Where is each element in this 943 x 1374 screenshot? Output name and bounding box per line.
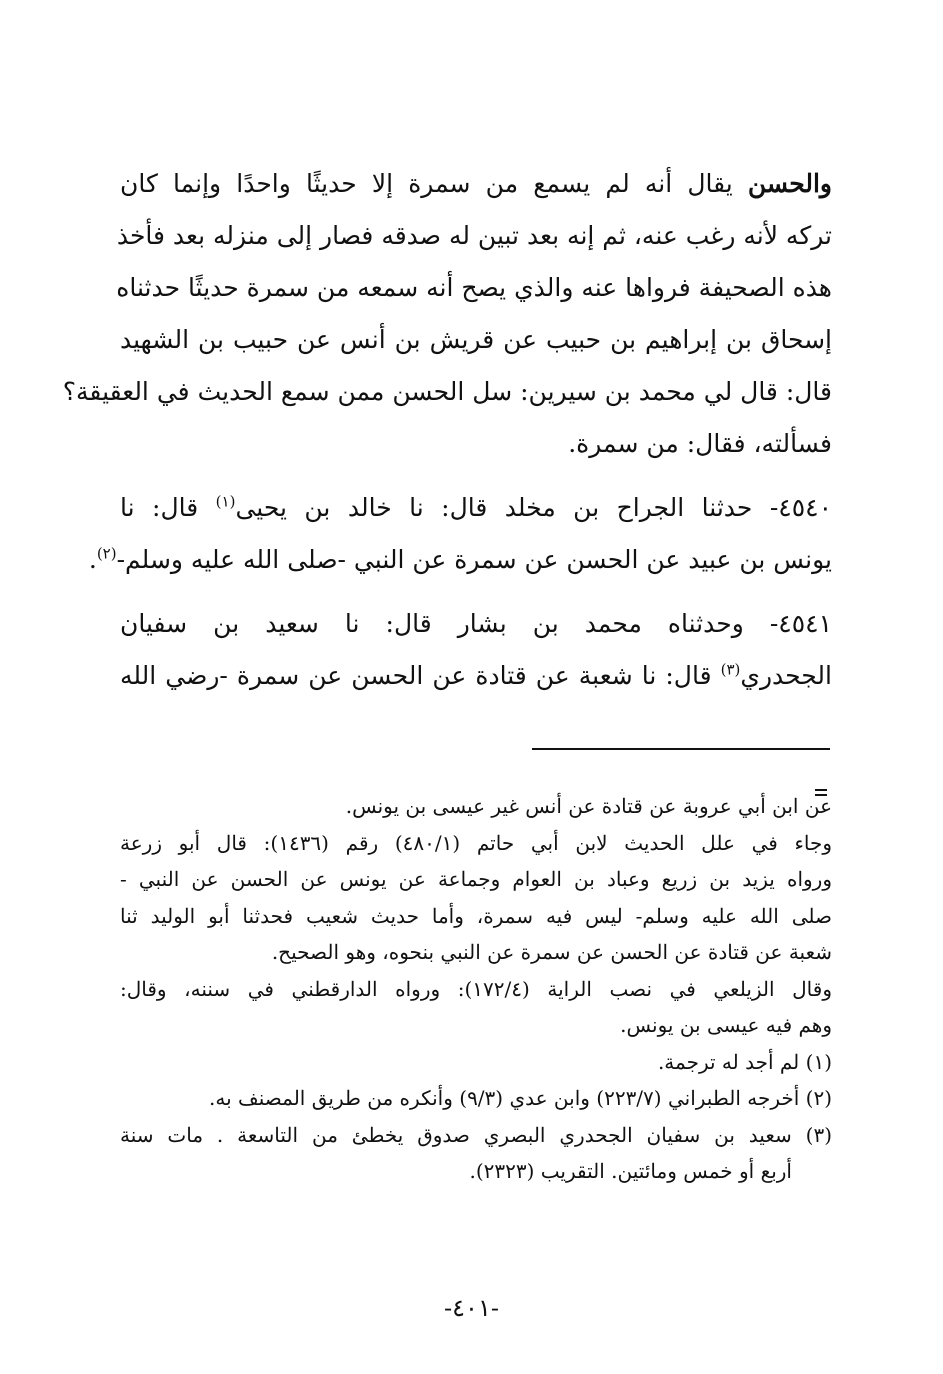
footnote-3: (٣) سعيد بن سفيان الجحدري البصري صدوق يخطئ من التاسعة . مات سنة: [120, 1122, 832, 1147]
footnote-continuation-line: عن ابن أبي عروبة عن قتادة عن أنس غير عيسى بن يونس.: [345, 794, 832, 818]
text-line: تركه لأنه رغب عنه، ثم إنه بعد تبين له صدقه فصار إلى منزله بعد فأخذ: [116, 221, 832, 250]
footnote-ref-2[interactable]: (٢): [96, 544, 117, 563]
paragraph-hasan: [62, 158, 832, 470]
footnote-continuation-line: وقال الزيلعي في نصب الراية (١٧٢/٤): ورواه الدارقطني في سننه، وقال:: [120, 976, 832, 1001]
text-line: ٤٥٤٠- حدثنا الجراح بن مخلد قال: نا خالد بن يحيى$^{(١)}$ قال: نا: [120, 492, 832, 522]
main-text: [62, 158, 832, 702]
lead-word: والحسن: [747, 169, 832, 198]
text-line: فسألته، فقال: من سمرة.: [568, 429, 832, 458]
text-line: ٤٥٤١- وحدثناه محمد بن بشار قال: نا سعيد بن سفيان: [120, 609, 832, 638]
footnote-continuation-line: شعبة عن قتادة عن الحسن عن سمرة عن النبي بنحوه، وهو الصحيح.: [271, 940, 832, 964]
footnote-ref-1[interactable]: (١): [215, 492, 236, 511]
text-line: قال: قال لي محمد بن سيرين: سل الحسن ممن سمع الحديث في العقيقة؟: [62, 377, 832, 406]
text-line: هذه الصحيفة فرواها عنه والذي يصح أنه سمعه من سمرة حديثًا حدثناه: [116, 273, 832, 302]
text-line: والحسن يقال أنه لم يسمع من سمرة إلا حديثًا واحدًا وإنما كان: [120, 169, 832, 198]
hadith-4541: [120, 598, 832, 702]
footnote-2: (٢) أخرجه الطبراني (٢٢٣/٧) وابن عدي (٩/٣) وأنكره من طريق المصنف به.: [209, 1086, 832, 1110]
footnotes: [120, 788, 832, 1190]
text-line: الجحدري$^{(٣)}$ قال: نا شعبة عن قتادة عن الحسن عن سمرة -رضي الله: [120, 660, 832, 690]
footnote-separator: [532, 748, 830, 750]
hadith-4540: [88, 482, 832, 586]
text-line: يونس بن عبيد عن الحسن عن سمرة عن النبي -صلى الله عليه وسلم-$^{(٢)}$.: [88, 544, 832, 574]
footnote-ref-3[interactable]: (٣): [720, 660, 741, 679]
footnote-continuation-line: وهم فيه عيسى بن يونس.: [620, 1013, 832, 1037]
footnote-continuation-line: صلى الله عليه وسلم- ليس فيه سمرة، وأما حديث شعيب فحدثنا أبو الوليد ثنا: [120, 903, 832, 928]
page-number: -٤٠١-: [444, 1294, 499, 1322]
footnote-continuation-line: وجاء في علل الحديث لابن أبي حاتم (٤٨٠/١) رقم (١٤٣٦): قال أبو زرعة: [120, 830, 832, 855]
footnote-1: (١) لم أجد له ترجمة.: [657, 1049, 832, 1074]
footnote-3-continuation: أربع أو خمس ومائتين. التقريب (٢٣٢٣).: [469, 1159, 792, 1183]
footnote-continuation-line: ورواه يزيد بن زريع وعباد بن العوام وجماعة عن يونس عن الحسن عن النبي -: [120, 867, 832, 891]
text-line: إسحاق بن إبراهيم بن حبيب عن قريش بن أنس عن حبيب بن الشهيد: [120, 325, 832, 354]
